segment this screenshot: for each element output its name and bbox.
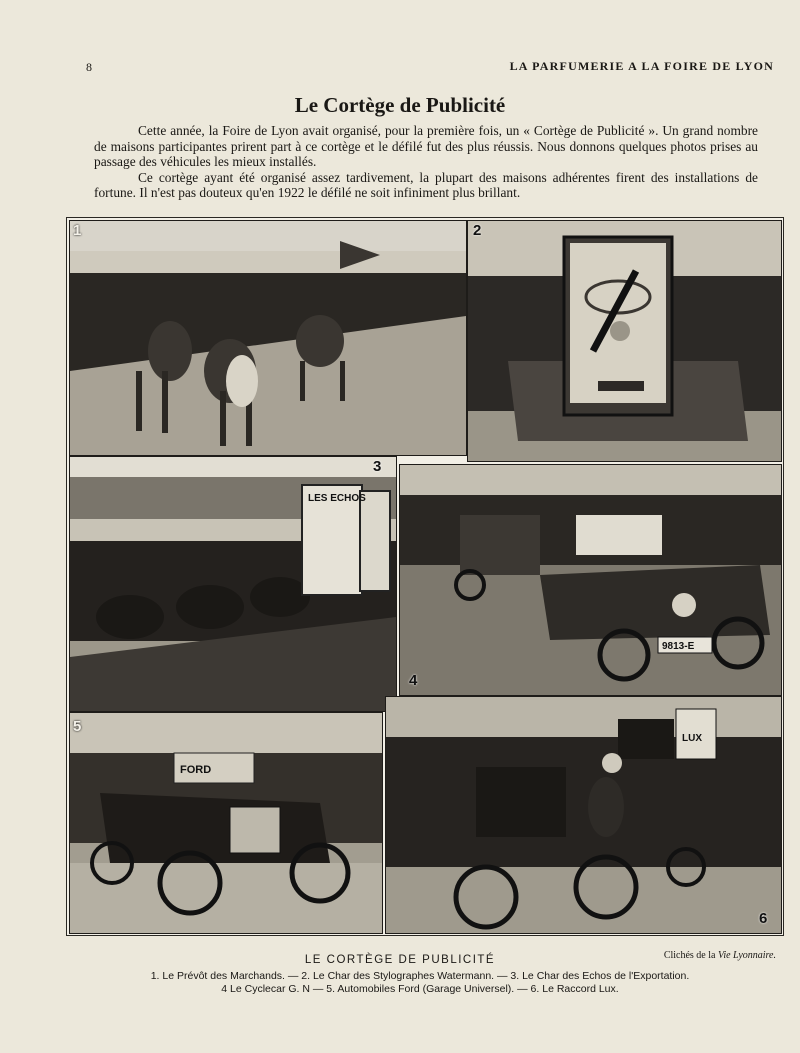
running-head: LA PARFUMERIE A LA FOIRE DE LYON (509, 59, 774, 73)
caption-line: 1. Le Prévôt des Marchands. — 2. Le Char des Stylographes Watermann. — 3. Le Char des Echos de l'Exportation. (150, 970, 690, 982)
photo-number-4: 4 (409, 672, 418, 689)
article-paragraph: Cette année, la Foire de Lyon avait organisé, pour la première fois, un « Cortège de Publicité ». Un grand nombre de maisons participantes prirent part à ce cortège et le défilé fut des plus réussis. Nous donnons quelques photos prises au passage des véhicules les mieux installés. (94, 123, 758, 170)
photo-number-3: 3 (373, 458, 382, 475)
photo-4 (399, 464, 782, 696)
photo-6-sign: LUX (682, 733, 702, 744)
photo-4-plate: 9813-E (662, 641, 695, 652)
photo-6-image (386, 697, 781, 933)
photo-number-6: 6 (759, 910, 768, 927)
caption (0, 970, 800, 996)
photo-1-image (70, 221, 466, 455)
photo-3-sign: LES ECHOS (308, 493, 366, 504)
photo-2 (467, 220, 782, 462)
article-paragraph: Ce cortège ayant été organisé assez tardivement, la plupart des maisons adhérentes firent des installations de fortune. Il n'est pas douteux qu'en 1922 le défilé ne soit infiniment plus brillant. (94, 169, 758, 201)
photo-3 (69, 456, 397, 712)
photo-5-image (70, 713, 382, 933)
photo-1 (69, 220, 467, 456)
caption-line: 4 Le Cyclecar G. N — 5. Automobiles Ford (Garage Universel). — 6. Le Raccord Lux. (221, 983, 619, 995)
photo-5 (69, 712, 383, 934)
article-body (94, 123, 758, 201)
article-title: Le Cortège de Publicité (294, 93, 506, 117)
page-number: 8 (86, 60, 92, 74)
photo-5-sign: FORD (180, 764, 212, 776)
photo-2-image (468, 221, 781, 461)
photo-6 (385, 696, 782, 934)
photo-number-5: 5 (73, 718, 82, 735)
caption-title: LE CORTÈGE DE PUBLICITÉ (304, 954, 496, 966)
photo-number-1: 1 (73, 222, 82, 239)
credit-prefix: Clichés de la (663, 950, 716, 961)
credit-source: Vie Lyonnaire. (717, 950, 776, 961)
photo-3-image (70, 457, 396, 711)
photo-number-2: 2 (473, 222, 482, 239)
photo-4-image (400, 465, 781, 695)
photo-plate (66, 217, 784, 936)
